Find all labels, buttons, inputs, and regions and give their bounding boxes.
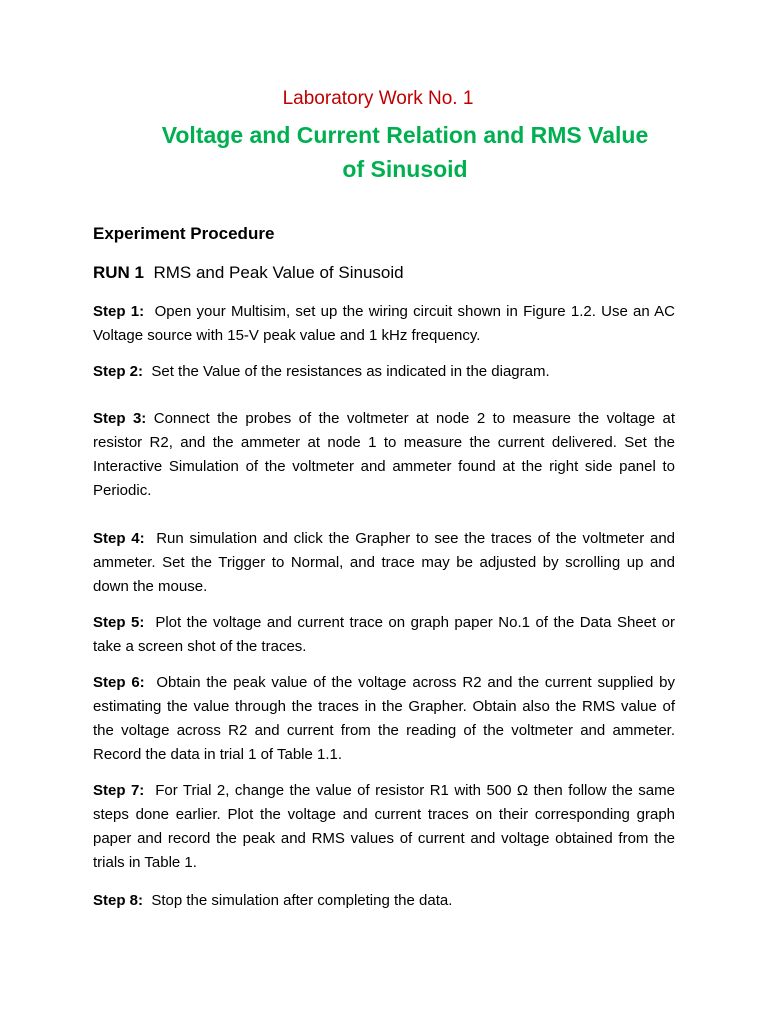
step-text: Open your Multisim, set up the wiring circuit shown in Figure 1.2. Use an AC Voltage source with 15-V peak value and 1 kHz frequency. [93,303,675,344]
step-text: Run simulation and click the Grapher to see the traces of the voltmeter and ammeter. Set the Trigger to Normal, and trace may be adjusted by scrolling up and down the mouse. [93,530,676,595]
title-line-2: of Sinusoid [342,156,468,182]
step-label: Step 1: [93,303,145,320]
step-text: Stop the simulation after completing the data. [151,892,453,909]
step-8 [93,889,675,913]
step-4 [93,527,675,599]
run-title: RMS and Peak Value of Sinusoid [153,263,404,282]
section-heading: Experiment Procedure [93,224,275,243]
run-heading [93,263,404,283]
step-label: Step 8: [93,892,144,909]
step-5 [93,611,675,659]
step-7 [93,779,675,875]
step-label: Step 5: [93,614,145,631]
step-text: Set the Value of the resistances as indicated in the diagram. [151,363,550,380]
step-6 [93,671,675,767]
document-title [120,118,690,186]
step-2 [93,360,675,384]
lab-number-heading: Laboratory Work No. 1 [282,88,474,109]
run-label: RUN 1 [93,263,145,282]
step-1 [93,300,675,348]
step-text: Connect the probes of the voltmeter at node 2 to measure the voltage at resistor R2, and the ammeter at node 1 to measure the current delivered. Set the Interactive Simulation of the voltmeter and ammeter found at the right side panel to Periodic. [93,410,675,499]
step-text: For Trial 2, change the value of resistor R1 with 500 Ω then follow the same steps done earlier. Plot the voltage and current traces on their corresponding graph paper and record the peak and RMS values of current and voltage obtained from the trials in Table 1. [93,782,675,871]
step-label: Step 3: [93,410,147,427]
step-label: Step 7: [93,782,145,799]
step-label: Step 4: [93,530,145,547]
title-line-1: Voltage and Current Relation and RMS Value [161,122,649,148]
step-text: Obtain the peak value of the voltage across R2 and the current supplied by estimating the value through the traces in the Grapher. Obtain also the RMS value of the voltage across R2 and current from the reading of the voltmeter and ammeter. Record the data in trial 1 of Table 1.1. [93,674,675,763]
step-3 [93,407,675,503]
step-text: Plot the voltage and current trace on graph paper No.1 of the Data Sheet or take a screen shot of the traces. [93,614,675,655]
step-label: Step 2: [93,363,144,380]
step-label: Step 6: [93,674,145,691]
